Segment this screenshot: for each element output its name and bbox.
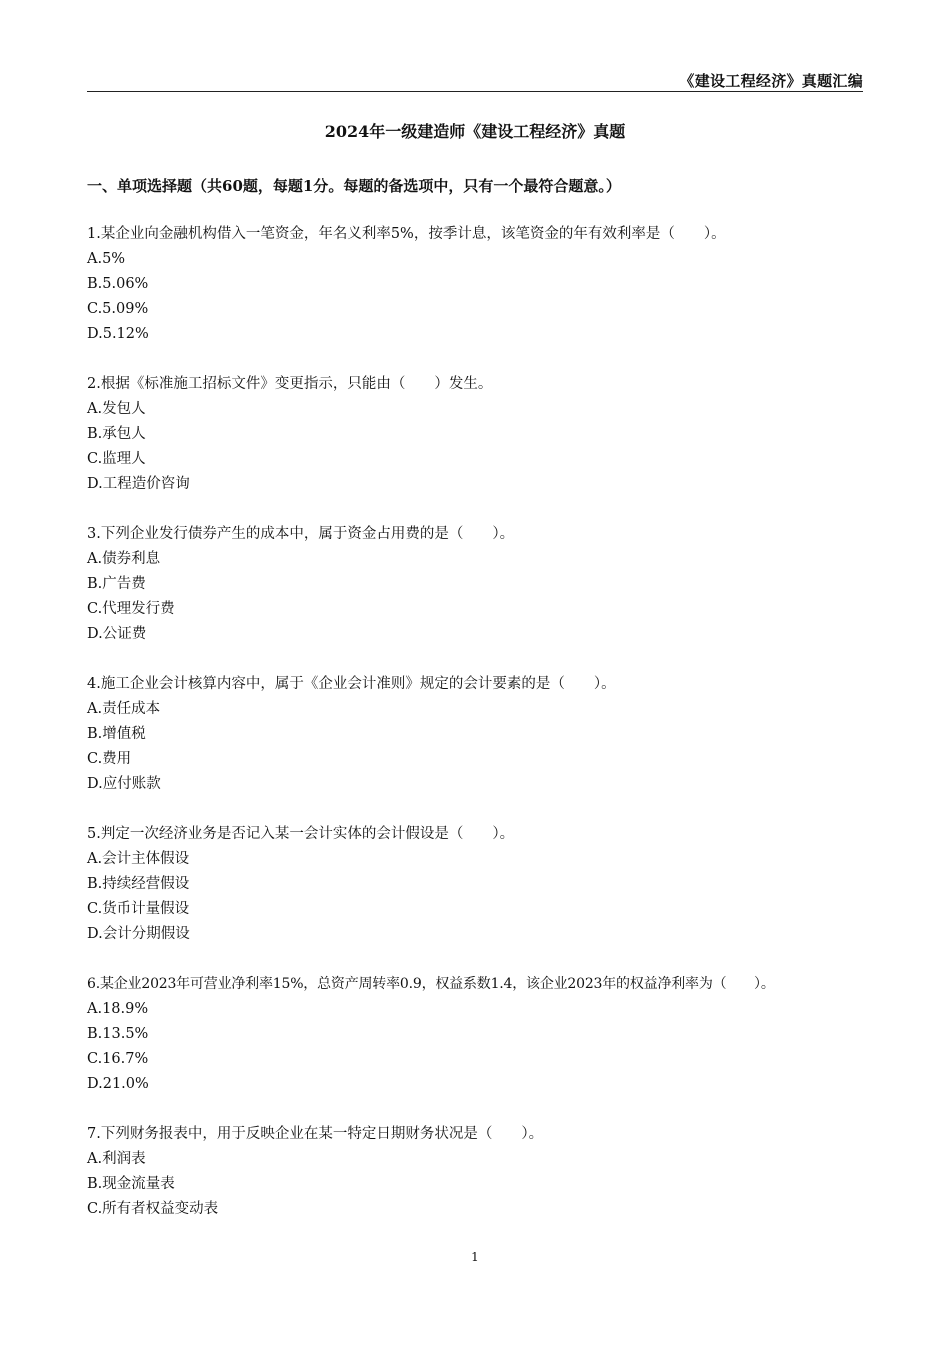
page-number: 1 <box>471 1250 479 1264</box>
section-heading: 一、单项选择题（共60题，每题1分。每题的备选项中，只有一个最符合题意。） <box>87 177 621 195</box>
answer-option: B.持续经营假设 <box>87 876 190 892</box>
question-text: 7.下列财务报表中，用于反映企业在某一特定日期财务状况是（ ）。 <box>87 1126 544 1142</box>
question-text: 1.某企业向金融机构借入一笔资金，年名义利率5%，按季计息，该笔资金的年有效利率是（ ）。 <box>87 226 726 242</box>
answer-option: D.应付账款 <box>87 776 161 792</box>
answer-option: B.广告费 <box>87 576 146 592</box>
answer-option: A.5% <box>87 251 126 267</box>
answer-option: A.18.9% <box>87 1001 149 1017</box>
answer-option: A.发包人 <box>87 401 146 417</box>
answer-option: A.会计主体假设 <box>87 851 190 867</box>
answer-option: A.责任成本 <box>87 701 161 717</box>
answer-option: B.承包人 <box>87 426 146 442</box>
question-text: 4.施工企业会计核算内容中，属于《企业会计准则》规定的会计要素的是（ ）。 <box>87 676 616 692</box>
answer-option: B.13.5% <box>87 1026 149 1042</box>
answer-option: D.会计分期假设 <box>87 926 190 942</box>
question-text: 5.判定一次经济业务是否记入某一会计实体的会计假设是（ ）。 <box>87 826 515 842</box>
answer-option: A.利润表 <box>87 1151 146 1167</box>
question-item <box>87 222 877 347</box>
answer-option: C.所有者权益变动表 <box>87 1201 219 1217</box>
question-text: 3.下列企业发行债券产生的成本中，属于资金占用费的是（ ）。 <box>87 526 515 542</box>
answer-option: D.21.0% <box>87 1076 149 1092</box>
answer-option: B.增值税 <box>87 726 146 742</box>
question-text: 6.某企业2023年可营业净利率15%，总资产周转率0.9，权益系数1.4，该企业2023年的权益净利率为（ ）。 <box>87 976 775 992</box>
question-text: 2.根据《标准施工招标文件》变更指示，只能由（ ）发生。 <box>87 376 493 392</box>
answer-option: D.5.12% <box>87 326 149 342</box>
question-list <box>87 222 877 1247</box>
answer-option: C.费用 <box>87 751 132 767</box>
question-item <box>87 522 877 647</box>
answer-option: C.监理人 <box>87 451 146 467</box>
question-item <box>87 672 877 797</box>
question-item <box>87 372 877 497</box>
header-divider <box>87 91 863 92</box>
answer-option: B.现金流量表 <box>87 1176 175 1192</box>
answer-option: D.工程造价咨询 <box>87 476 190 492</box>
question-item <box>87 1122 877 1222</box>
question-item <box>87 822 877 947</box>
answer-option: C.代理发行费 <box>87 601 175 617</box>
answer-option: D.公证费 <box>87 626 147 642</box>
answer-option: C.货币计量假设 <box>87 901 190 917</box>
page-title: 2024年一级建造师《建设工程经济》真题 <box>324 122 626 141</box>
answer-option: B.5.06% <box>87 276 149 292</box>
running-header: 《建设工程经济》真题汇编 <box>679 72 863 90</box>
answer-option: C.16.7% <box>87 1051 149 1067</box>
question-item <box>87 972 877 1097</box>
answer-option: A.债券利息 <box>87 551 161 567</box>
answer-option: C.5.09% <box>87 301 149 317</box>
